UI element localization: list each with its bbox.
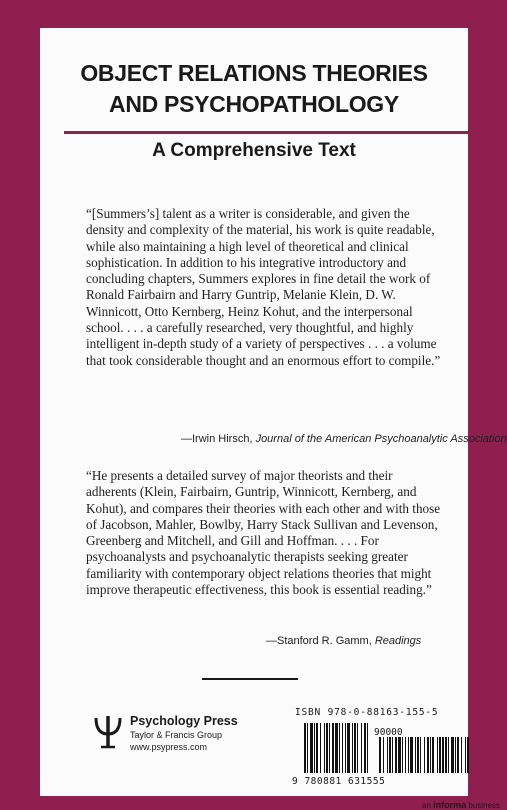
informa-footer xyxy=(422,800,500,810)
informa-suffix: business xyxy=(466,801,500,810)
review-attribution-1 xyxy=(181,433,507,445)
informa-prefix: an xyxy=(422,801,434,810)
review-quote-1: “[Summers’s] talent as a writer is considerable, and given the density and complexity of the material, his work is quite readable, while also maintaining a high level of theoretical and clinical sophistication. In addition to his integrative introductory and concluding chapters, Summers explores in fine detail the work of Ronald Fairbairn and Harry Guntrip, Melanie Klein, D. W. Winnicott, Otto Kernberg, Heinz Kohut, and the interpersonal school. . . . a carefully researched, very thoughtful, and highly intelligent in-depth study of a variety of perspectives . . . a volume that took considerable thought and an enormous effort to compile.” xyxy=(86,206,441,368)
title-line-1: OBJECT RELATIONS THEORIES xyxy=(80,60,428,86)
title-divider xyxy=(64,131,469,134)
review-attribution-2 xyxy=(266,635,421,647)
review-author-1: —Irwin Hirsch, xyxy=(181,433,256,445)
publisher-group: Taylor & Francis Group xyxy=(130,730,223,740)
section-divider xyxy=(202,678,298,680)
review-quote-2: “He presents a detailed survey of major theorists and their adherents (Klein, Fairbairn, Guntrip, Winnicott, Kernberg, and Kohut), and compares their theories with each other and with those of Jacobson, Mahler, Bowlby, Harry Stack Sullivan and Levenson, Greenberg and Mitchell, and Gill and Hoffman. . . . For psychoanalysts and psychoanalytic therapists seeking greater familiarity with contemporary object relations theories that might improve therapeutic effectiveness, this book is essential reading.” xyxy=(86,468,441,598)
back-cover-panel xyxy=(40,28,507,810)
review-source-2: Readings xyxy=(374,635,422,647)
psi-logo-icon xyxy=(92,714,124,750)
barcode-addon: 90000 xyxy=(374,727,403,738)
title-line-2: AND PSYCHOPATHOLOGY xyxy=(109,91,399,117)
barcode-number: 9 780881 631555 xyxy=(292,776,386,787)
book-title xyxy=(40,58,468,120)
publisher-block xyxy=(130,714,238,753)
publisher-name: Psychology Press xyxy=(130,714,238,728)
isbn-text: ISBN 978-0-88163-155-5 xyxy=(295,707,439,718)
informa-brand: informa xyxy=(433,800,467,810)
review-author-2: —Stanford R. Gamm, xyxy=(266,635,375,647)
book-subtitle: A Comprehensive Text xyxy=(152,140,356,161)
publisher-url: www.psypress.com xyxy=(130,742,208,752)
review-source-1: Journal of the American Psychoanalytic Association xyxy=(255,433,507,445)
